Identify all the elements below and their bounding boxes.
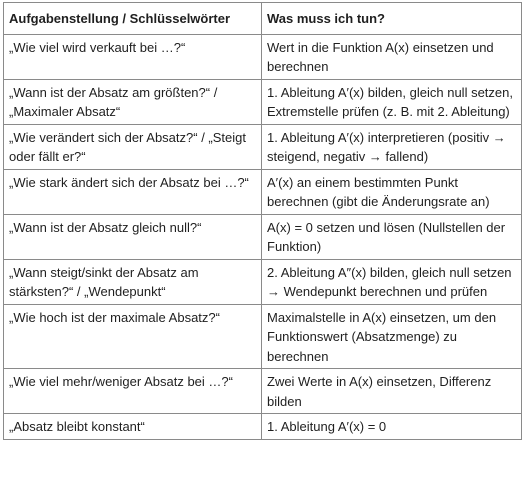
cell-keyword: „Wann ist der Absatz gleich null?“: [4, 214, 262, 259]
cell-action: Wert in die Funktion A(x) einsetzen und berechnen: [262, 34, 522, 79]
cell-keyword: „Wann ist der Absatz am größten?“ / „Maximaler Absatz“: [4, 79, 262, 124]
cell-keyword: „Wie hoch ist der maximale Absatz?“: [4, 304, 262, 369]
header-what-to-do: Was muss ich tun?: [262, 3, 522, 35]
cell-keyword: „Absatz bleibt konstant“: [4, 414, 262, 440]
table-row: [4, 304, 522, 369]
table-row: [4, 79, 522, 124]
table-row: [4, 259, 522, 304]
cell-action: 1. Ableitung A′(x) = 0: [262, 414, 522, 440]
cell-action: 1. Ableitung A′(x) interpretieren (positiv → steigend, negativ → fallend): [262, 124, 522, 169]
keyword-table: [3, 2, 522, 440]
table-row: [4, 34, 522, 79]
cell-action: A(x) = 0 setzen und lösen (Nullstellen der Funktion): [262, 214, 522, 259]
table-row: [4, 214, 522, 259]
cell-action: A′(x) an einem bestimmten Punkt berechnen (gibt die Änderungsrate an): [262, 169, 522, 214]
table-row: [4, 414, 522, 440]
cell-keyword: „Wann steigt/sinkt der Absatz am stärksten?“ / „Wendepunkt“: [4, 259, 262, 304]
table-row: [4, 369, 522, 414]
cell-action: 2. Ableitung A″(x) bilden, gleich null setzen → Wendepunkt berechnen und prüfen: [262, 259, 522, 304]
cell-action: Zwei Werte in A(x) einsetzen, Differenz bilden: [262, 369, 522, 414]
cell-keyword: „Wie verändert sich der Absatz?“ / „Steigt oder fällt er?“: [4, 124, 262, 169]
table-row: [4, 124, 522, 169]
cell-action: 1. Ableitung A′(x) bilden, gleich null setzen, Extremstelle prüfen (z. B. mit 2. Ableitung): [262, 79, 522, 124]
table-row: [4, 169, 522, 214]
cell-action: Maximalstelle in A(x) einsetzen, um den Funktionswert (Absatzmenge) zu berechnen: [262, 304, 522, 369]
header-task-keywords: Aufgabenstellung / Schlüsselwörter: [4, 3, 262, 35]
table-header-row: [4, 3, 522, 35]
cell-keyword: „Wie stark ändert sich der Absatz bei …?“: [4, 169, 262, 214]
cell-keyword: „Wie viel mehr/weniger Absatz bei …?“: [4, 369, 262, 414]
cell-keyword: „Wie viel wird verkauft bei …?“: [4, 34, 262, 79]
